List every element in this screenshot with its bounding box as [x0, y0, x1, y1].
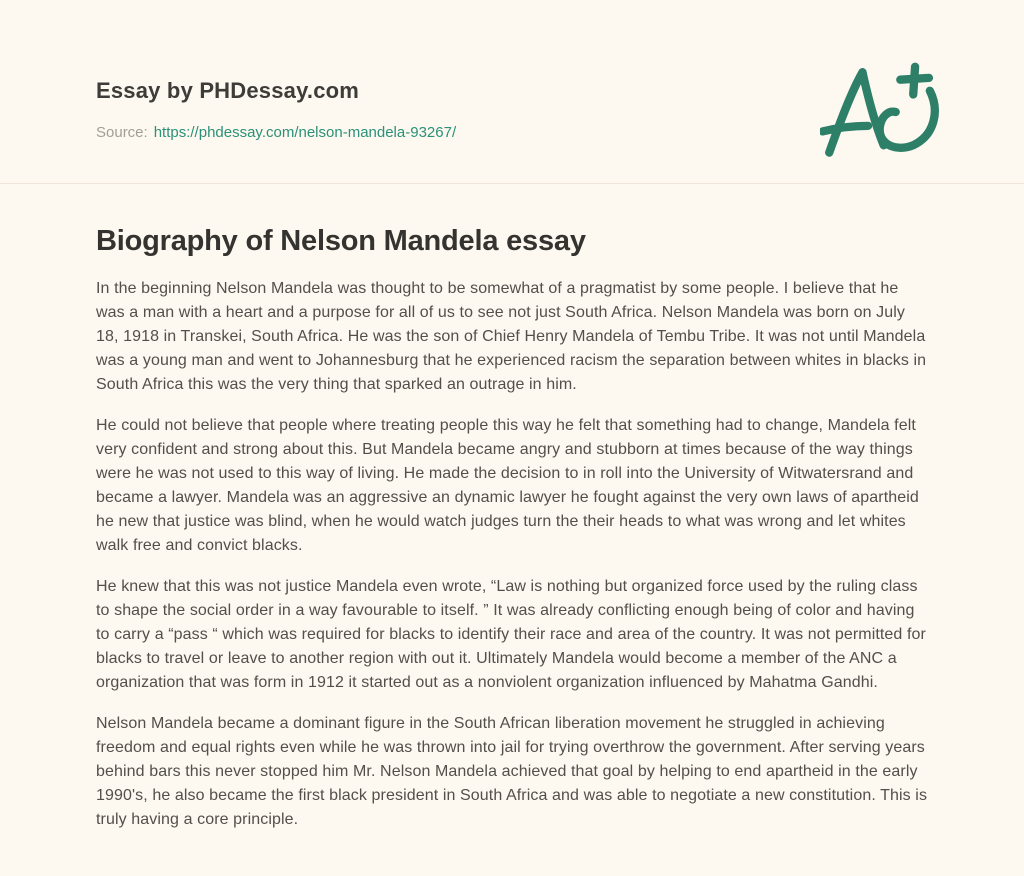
source-row [96, 124, 928, 141]
essay-paragraph-3: He knew that this was not justice Mandela even wrote, “Law is nothing but organized force used by the ruling class to shape the social order in a way favourable to itself. ” It was already conflicting enough being of color and having to carry a “pass “ which was required for blacks to identify their race and area of the country. It was not permitted for blacks to travel or leave to another region with out it. Ultimately Mandela would become a member of the ANC a organization that was form in 1912 it started out as a nonviolent organization influenced by Mahatma Gandhi. [96, 578, 926, 691]
essay-paragraph-2: He could not believe that people where treating people this way he felt that something had to change, Mandela felt very confident and strong about this. But Mandela became angry and stubborn at times because of the way things were he was not used to this way of living. He made the decision to in roll into the University of Witwatersrand and became a lawyer. Mandela was an aggressive an dynamic lawyer he fought against the very own laws of apartheid he new that justice was blind, when he would watch judges turn the their heads to what was wrong and let whites walk free and convict blacks. [96, 417, 919, 554]
header-divider [0, 183, 1024, 184]
essay-content [0, 222, 1024, 832]
essay-body [96, 277, 928, 832]
page-header [0, 0, 1024, 141]
source-label: Source: [96, 124, 148, 141]
essay-paragraph-1: In the beginning Nelson Mandela was thought to be somewhat of a pragmatist by some people. I believe that he was a man with a heart and a purpose for all of us to see not just South Africa. Nelson Mandela was born on July 18, 1918 in Transkei, South Africa. He was the son of Chief Henry Mandela of Tembu Tribe. It was not until Mandela was a young man and went to Johannesburg that he experienced racism the separation between whites in blacks in South Africa this was the very thing that sparked an outrage in him. [96, 280, 927, 393]
site-title: Essay by PHDessay.com [96, 78, 360, 103]
source-link[interactable]: https://phdessay.com/nelson-mandela-93267/ [153, 124, 457, 141]
essay-title: Biography of Nelson Mandela essay [96, 225, 586, 257]
essay-paragraph-4: Nelson Mandela became a dominant figure in the South African liberation movement he struggled in achieving freedom and equal rights even while he was thrown into jail for trying overthrow the government. After serving years behind bars this never stopped him Mr. Nelson Mandela achieved that goal by helping to end apartheid in the early 1990's, he also became the first black president in South Africa and was able to negotiate a new constitution. This is truly having a core principle. [96, 715, 928, 828]
a-plus-logo-icon [820, 62, 940, 162]
